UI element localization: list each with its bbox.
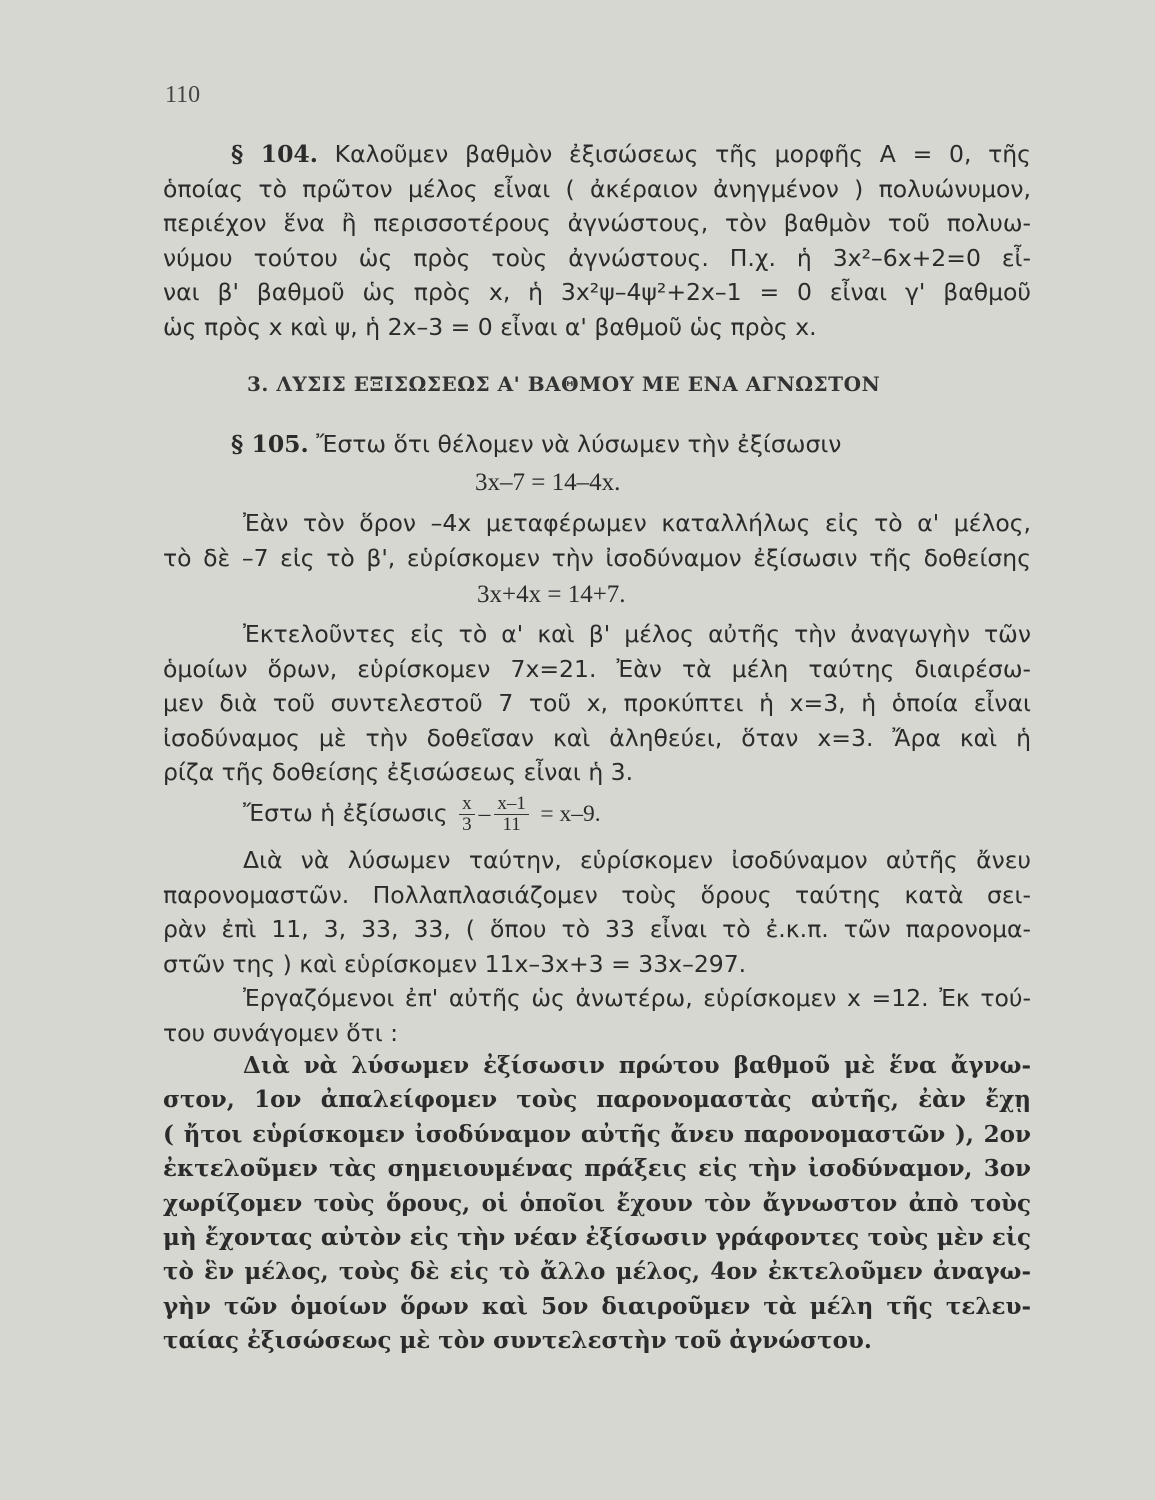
rule-line-3: ( ἤτοι εὑρίσκομεν ἰσοδύναμον αὐτῆς ἄνευ παρονομαστῶν ), 2ον [163,1120,1031,1148]
fraction-x-over-3 [459,794,475,835]
rule-line-4: ἐκτελοῦμεν τὰς σημειουμένας πράξεις εἰς τὴν ἰσοδύναμον, 3ον [163,1155,1031,1183]
fraction-1-denominator: 3 [462,814,472,835]
paragraph-105-c [163,843,1031,1051]
fraction-2-numerator: x–1 [494,794,529,815]
paragraph-104 [163,137,1031,345]
rule-line-5: χωρίζομεν τοὺς ὅρους, οἱ ὁποῖοι ἔχουν τὸν ἄγνωστον ἀπὸ τοὺς [163,1189,1031,1217]
paragraph-105-b-line-3: μεν διὰ τοῦ συντελεστοῦ 7 τοῦ x, προκύπτει ἡ x=3, ἡ ὁποία εἶναι [163,689,1031,718]
paragraph-105-c-line-2: παρονομαστῶν. Πολλαπλασιάζομεν τοὺς ὅρους ταύτης κατὰ σει- [163,880,1031,909]
paragraph-104-line-5: ναι β' βαθμοῦ ὡς πρὸς x, ἡ 3x²ψ–4ψ²+2x–1 = 0 εἶναι γ' βαθμοῦ [163,278,1031,307]
section-heading: 3. ΛΥΣΙΣ ΕΞΙΣΩΣΕΩΣ Α' ΒΑΘΜΟΥ ΜΕ ΕΝΑ ΑΓΝΩΣΤΟΝ [247,372,881,396]
paragraph-105-number: § 105. [231,430,309,458]
paragraph-104-line-1: § 104. Καλοῦμεν βαθμὸν ἐξισώσεως τῆς μορφῆς Α = 0, τῆς [231,140,1031,168]
paragraph-105-b [163,617,1031,790]
rule-line-1: Διὰ νὰ λύσωμεν ἐξίσωσιν πρώτου βαθμοῦ μὲ ἕνα ἄγνω- [243,1052,1031,1079]
example-prefix: Ἔστω ἡ ἐξίσωσις [243,799,448,827]
paragraph-105-a-line-1: Ἐὰν τὸν ὅρον –4x μεταφέρωμεν καταλλήλως εἰς τὸ α' μέλος, [243,509,1031,537]
paragraph-105-b-line-4: ἰσοδύναμος μὲ τὴν δοθεῖσαν καὶ ἀληθεύει, ὅταν x=3. Ἄρα καὶ ἡ [163,723,1031,752]
paragraph-105-c-line-1: Διὰ νὰ λύσωμεν ταύτην, εὑρίσκομεν ἰσοδύναμον αὐτῆς ἄνευ [243,846,1031,874]
rule-paragraph [163,1049,1031,1359]
paragraph-104-number: § 104. [231,140,318,168]
minus-sign: – [478,801,491,827]
fraction-2-denominator: 11 [502,814,521,835]
paragraph-105-b-line-1: Ἐκτελοῦντες εἰς τὸ α' καὶ β' μέλος αὐτῆς τὴν ἀναγωγὴν τῶν [243,620,1031,648]
paragraph-105-c-line-6: του συνάγομεν ὅτι : [163,1018,399,1047]
paragraph-104-line-3: περιέχον ἕνα ἢ περισσοτέρους ἀγνώστους, τὸν βαθμὸν τοῦ πολυω- [163,209,1031,238]
paragraph-105-a-line-2: τὸ δὲ –7 εἰς τὸ β', εὑρίσκομεν τὴν ἰσοδύναμον ἐξίσωσιν τῆς δοθείσης [163,543,1031,572]
rule-line-8: γὴν τῶν ὁμοίων ὅρων καὶ 5ον διαιροῦμεν τὰ μέλη τῆς τελευ- [163,1292,1031,1320]
paragraph-104-line-4: νύμου τούτου ὡς πρὸς τοὺς ἀγνώστους. Π.χ. ἡ 3x²–6x+2=0 εἶ- [163,243,1031,272]
example-suffix: = x–9. [540,801,601,827]
paragraph-104-line-2: ὁποίας τὸ πρῶτον μέλος εἶναι ( ἀκέραιον ἀνηγμένον ) πολυώνυμον, [163,174,1031,203]
paragraph-105-b-line-5: ρίζα τῆς δοθείσης ἐξισώσεως εἶναι ἡ 3. [163,758,634,787]
equation-2: 3x+4x = 14+7. [477,581,626,608]
paragraph-105-a [163,506,1031,575]
paragraph-105-intro [163,427,1031,462]
example-equation [163,788,1031,839]
paragraph-105-c-line-4: στῶν της ) καὶ εὑρίσκομεν 11x–3x+3 = 33x–297. [163,949,747,978]
paragraph-105-b-line-2: ὁμοίων ὅρων, εὑρίσκομεν 7x=21. Ἐὰν τὰ μέλη ταύτης διαιρέσω- [163,654,1031,683]
fraction-1-numerator: x [459,794,475,815]
page-number: 110 [165,82,201,108]
paragraph-104-line-6: ὡς πρὸς x καὶ ψ, ἡ 2x–3 = 0 εἶναι α' βαθμοῦ ὡς πρὸς x. [163,312,817,341]
paragraph-105-c-line-5: Ἐργαζόμενοι ἐπ' αὐτῆς ὡς ἀνωτέρω, εὑρίσκομεν x =12. Ἐκ τού- [243,984,1031,1013]
rule-line-2: στον, 1ον ἀπαλείφομεν τοὺς παρονομαστὰς αὐτῆς, ἐὰν ἔχῃ [163,1086,1031,1114]
rule-line-6: μὴ ἔχοντας αὐτὸν εἰς τὴν νέαν ἐξίσωσιν γράφοντες τοὺς μὲν εἰς [163,1224,1031,1252]
equation-1: 3x–7 = 14–4x. [475,469,621,496]
paragraph-105-c-line-3: ρὰν ἐπὶ 11, 3, 33, 33, ( ὅπου τὸ 33 εἶναι τὸ ἐ.κ.π. τῶν παρονομα- [163,915,1031,944]
rule-line-9: ταίας ἐξισώσεως μὲ τὸν συντελεστὴν τοῦ ἀγνώστου. [163,1327,872,1355]
rule-line-7: τὸ ἓν μέλος, τοὺς δὲ εἰς τὸ ἄλλο μέλος, 4ον ἐκτελοῦμεν ἀναγω- [163,1258,1031,1286]
fraction-x-minus-1-over-11 [494,794,529,835]
paragraph-105-line-1: § 105. Ἔστω ὅτι θέλομεν νὰ λύσωμεν τὴν ἐξίσωσιν [231,430,842,458]
